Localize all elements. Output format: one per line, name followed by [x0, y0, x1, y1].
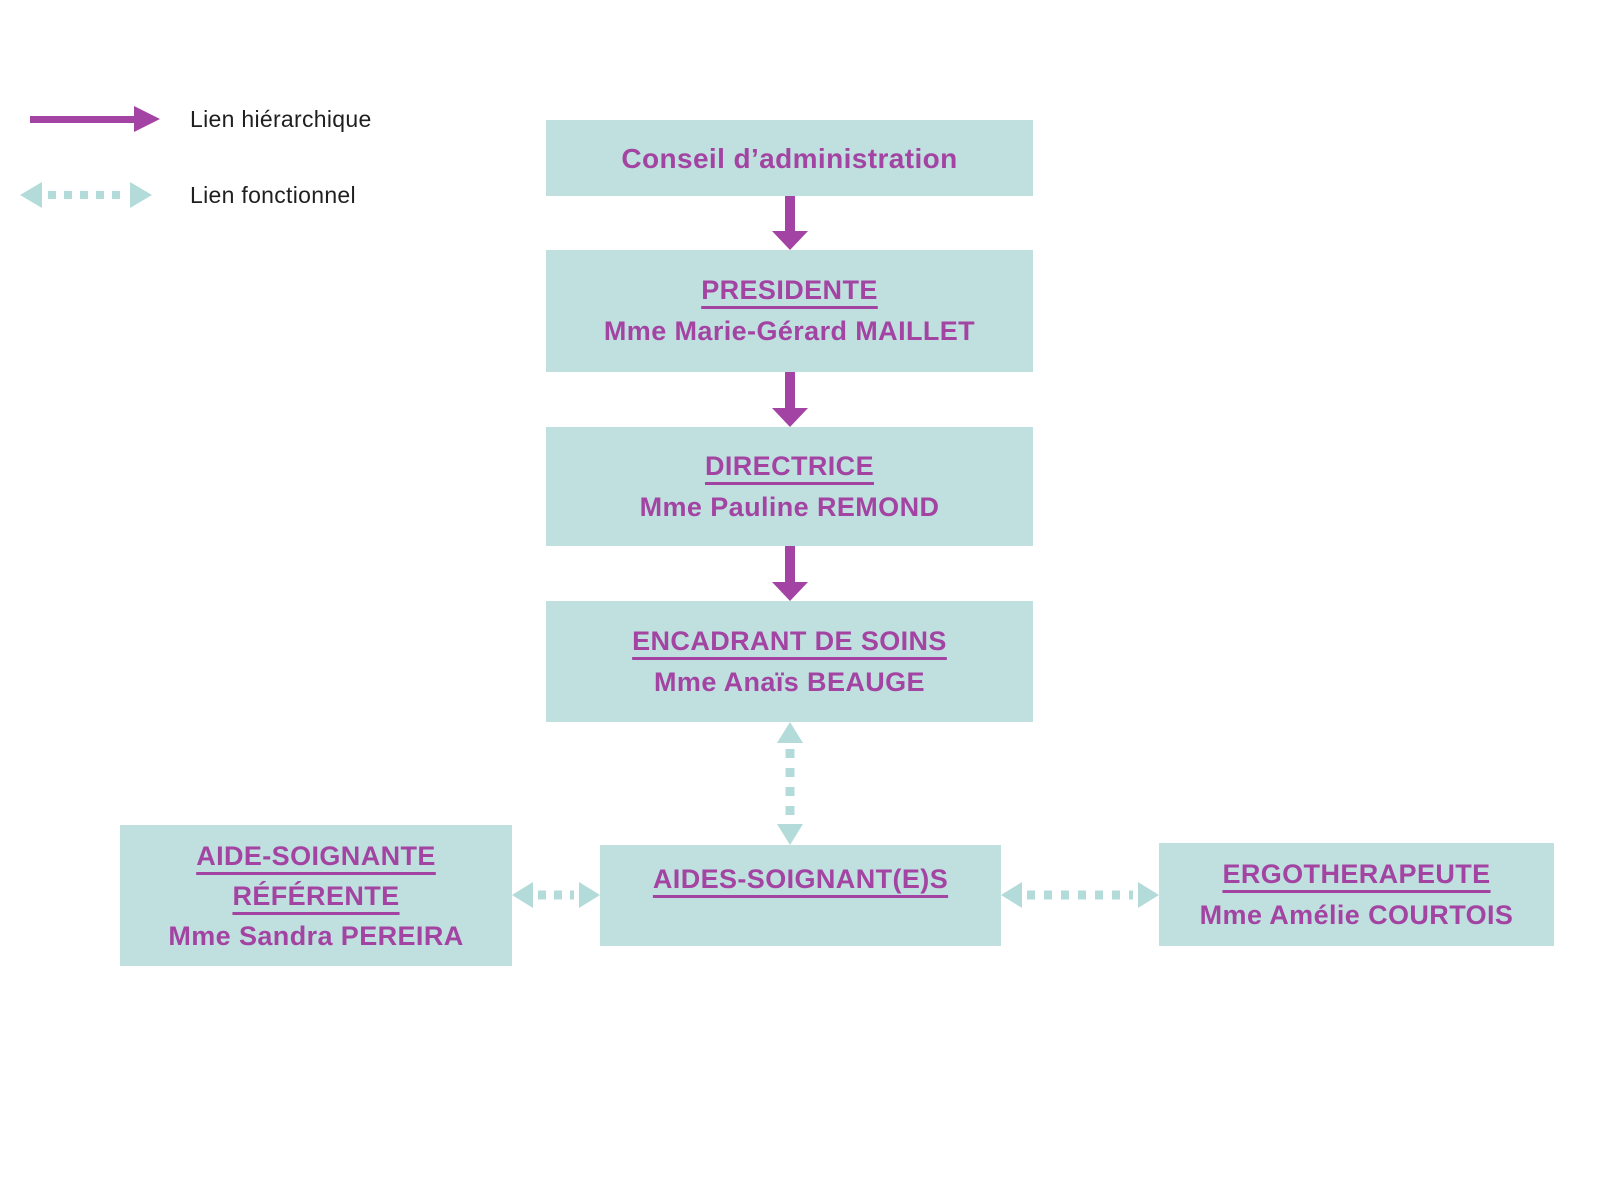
functional-link-vertical-arrow-icon: [775, 722, 805, 845]
legend-label-functional: Lien fonctionnel: [190, 182, 356, 208]
node-aides-soignants: [600, 845, 1001, 946]
node-aide-soignante-referente: [120, 825, 512, 966]
hierarchy-arrow-down-icon: [772, 546, 808, 601]
node-title: DIRECTRICE: [704, 450, 874, 481]
node-title: ERGOTHERAPEUTE: [1222, 858, 1491, 889]
node-person: Mme Anaïs BEAUGE: [654, 666, 925, 697]
node-person: Mme Amélie COURTOIS: [1199, 899, 1514, 930]
node-conseil-administration: [546, 120, 1033, 196]
node-person: Mme Sandra PEREIRA: [168, 920, 464, 951]
node-presidente: [546, 250, 1033, 372]
node-title: PRESIDENTE: [701, 275, 878, 305]
node-title: AIDE-SOIGNANTE RÉFÉRENTE: [196, 840, 436, 911]
functional-link-horizontal-arrow-icon: [1001, 879, 1159, 911]
node-directrice: [546, 427, 1033, 546]
node-encadrant-de-soins: [546, 601, 1033, 722]
functional-link-horizontal-arrow-icon: [512, 879, 600, 911]
node-title: AIDES-SOIGNANT(E)S: [652, 864, 949, 894]
hierarchy-arrow-down-icon: [772, 196, 808, 250]
hierarchical-link-arrow-icon: [30, 104, 160, 134]
node-title: ENCADRANT DE SOINS: [632, 625, 947, 656]
node-person: Mme Pauline REMOND: [639, 491, 940, 522]
node-title: Conseil d’administration: [621, 142, 958, 174]
legend-label-hierarchical: Lien hiérarchique: [190, 106, 372, 132]
node-ergotherapeute: [1159, 843, 1554, 946]
hierarchy-arrow-down-icon: [772, 372, 808, 427]
node-person: Mme Marie-Gérard MAILLET: [603, 316, 976, 346]
functional-link-arrow-icon: [18, 179, 154, 211]
